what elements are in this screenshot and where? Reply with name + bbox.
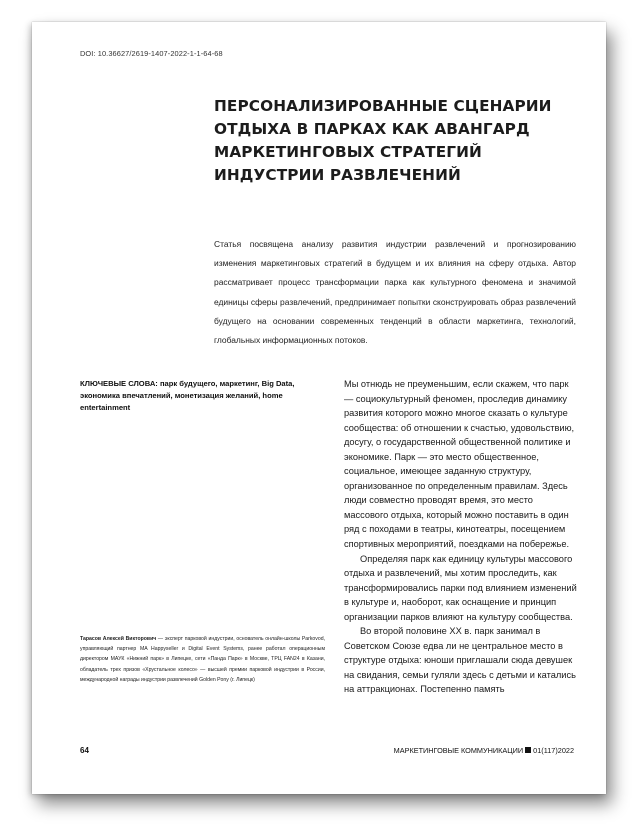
article-title: ПЕРСОНАЛИЗИРОВАННЫЕ СЦЕНАРИИ ОТДЫХА В ПАРКАХ КАК АВАНГАРД МАРКЕТИНГОВЫХ СТРАТЕГИЙ ИНДУСТРИИ РАЗВЛЕЧЕНИЙ <box>214 97 552 184</box>
author-description: — эксперт парковой индустрии, основатель онлайн-школы Parkovod, управляющий партнер MA Happyseller и Digital Event Systems, ранее работал операционным директором МАУК «Нижний парк» в Липецке, сети «Панда Парк» в Москве, ТРЦ FAN24 в Казани, обладатель трех призов «Хрустальное колесо» — высшей премии парковой индустрии в России, международной награды индустрии развлечений Golden Pony (г. Липецк) <box>80 636 325 683</box>
journal-page <box>32 22 606 794</box>
doi-label: DOI: 10.36627/2619-1407-2022-1-1-64-68 <box>80 49 223 58</box>
body-paragraph: Мы отнюдь не преуменьшим, если скажем, что парк — социокультурный феномен, проследив динамику развития которого можно многое сказать о культуре сообщества: об отношении к счастью, удовольствию, досугу, о государственной общественной политике и экономике. Парк — это место общественное, социальное, имеющее заданную структуру, организованное по определенным правилам. Здесь люди совместно проводят время, это место массового отдыха, который можно поставить в один ряд с походами в театры, кинотеатры, посещением спортивных мероприятий, поездками на побережье. <box>344 379 575 550</box>
journal-name: МАРКЕТИНГОВЫЕ КОММУНИКАЦИИ <box>393 746 524 755</box>
body-paragraph: Определяя парк как единицу культуры массового отдыха и развлечений, мы хотим проследить, как трансформировались парки под влиянием изменений в культуре и, наоборот, как оснащение и принцип организации парков влияют на культуру сообщества. <box>344 553 577 622</box>
author-name: Тарасов Алексей Викторович <box>80 636 157 642</box>
keywords: КЛЮЧЕВЫЕ СЛОВА: парк будущего, маркетинг, Big Data, экономика впечатлений, монетизация желаний, home entertainment <box>80 379 295 413</box>
journal-issue: 01(117)2022 <box>533 746 574 755</box>
author-bio <box>80 634 325 685</box>
article-abstract: Статья посвящена анализу развития индустрии развлечений и прогнозированию изменения маркетинговых стратегий в будущем и их влияния на сферу отдыха. Автор рассматривает процесс трансформации парка как культурного феномена и значимой единицы сферы развлечений, предпринимает попытки сконструировать образ развлечений будущего на основании современных тенденций в области маркетинга, технологий, глобальных информационных потоков. <box>214 239 576 346</box>
body-paragraph: Во второй половине XX в. парк занимал в Советском Союзе едва ли не центральное место в структуре отдыха: юноши приглашали сюда девушек на свидания, семьи гуляли здесь с детьми и катались на аттракционах. Постепенно память <box>344 626 576 695</box>
square-separator-icon <box>525 747 531 753</box>
body-text <box>344 377 578 697</box>
journal-footer <box>394 746 574 755</box>
page-number: 64 <box>80 746 89 755</box>
